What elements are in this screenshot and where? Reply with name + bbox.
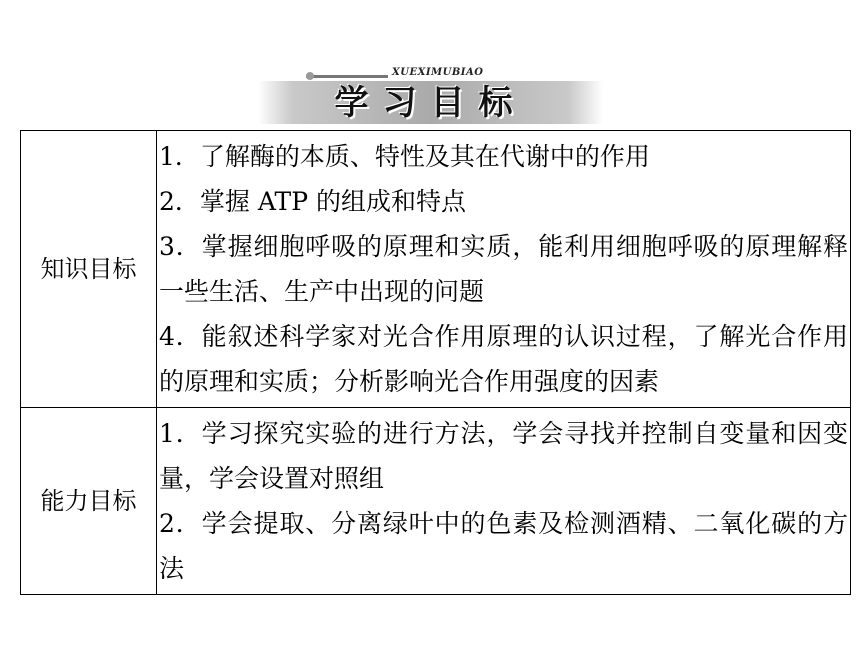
section-header xyxy=(258,60,603,126)
page-title: 学习目标 xyxy=(334,83,527,123)
objective-item: 1．了解酶的本质、特性及其在代谢中的作用 xyxy=(159,142,650,171)
header-decor-dot xyxy=(306,72,314,80)
objectives-list xyxy=(157,408,851,595)
objective-item: 3．掌握细胞呼吸的原理和实质，能利用细胞呼吸的原理解释一些生活、生产中出现的问题 xyxy=(159,232,848,306)
ability-objectives-row xyxy=(21,408,851,595)
objectives-table xyxy=(20,130,851,595)
knowledge-objectives-row xyxy=(21,131,851,408)
objectives-list xyxy=(157,131,851,408)
objective-item: 2．学会提取、分离绿叶中的色素及检测酒精、二氧化碳的方法 xyxy=(159,509,848,583)
row-label: 知识目标 xyxy=(21,131,157,408)
header-decor-line xyxy=(306,75,388,78)
header-pinyin: XUEXIMUBIAO xyxy=(392,67,484,78)
objective-item: 4．能叙述科学家对光合作用原理的认识过程，了解光合作用的原理和实质；分析影响光合作用强度的因素 xyxy=(159,322,848,396)
objective-item: 1．学习探究实验的进行方法，学会寻找并控制自变量和因变量，学会设置对照组 xyxy=(159,419,848,493)
row-label: 能力目标 xyxy=(21,408,157,595)
objective-item: 2．掌握 ATP 的组成和特点 xyxy=(159,187,466,216)
